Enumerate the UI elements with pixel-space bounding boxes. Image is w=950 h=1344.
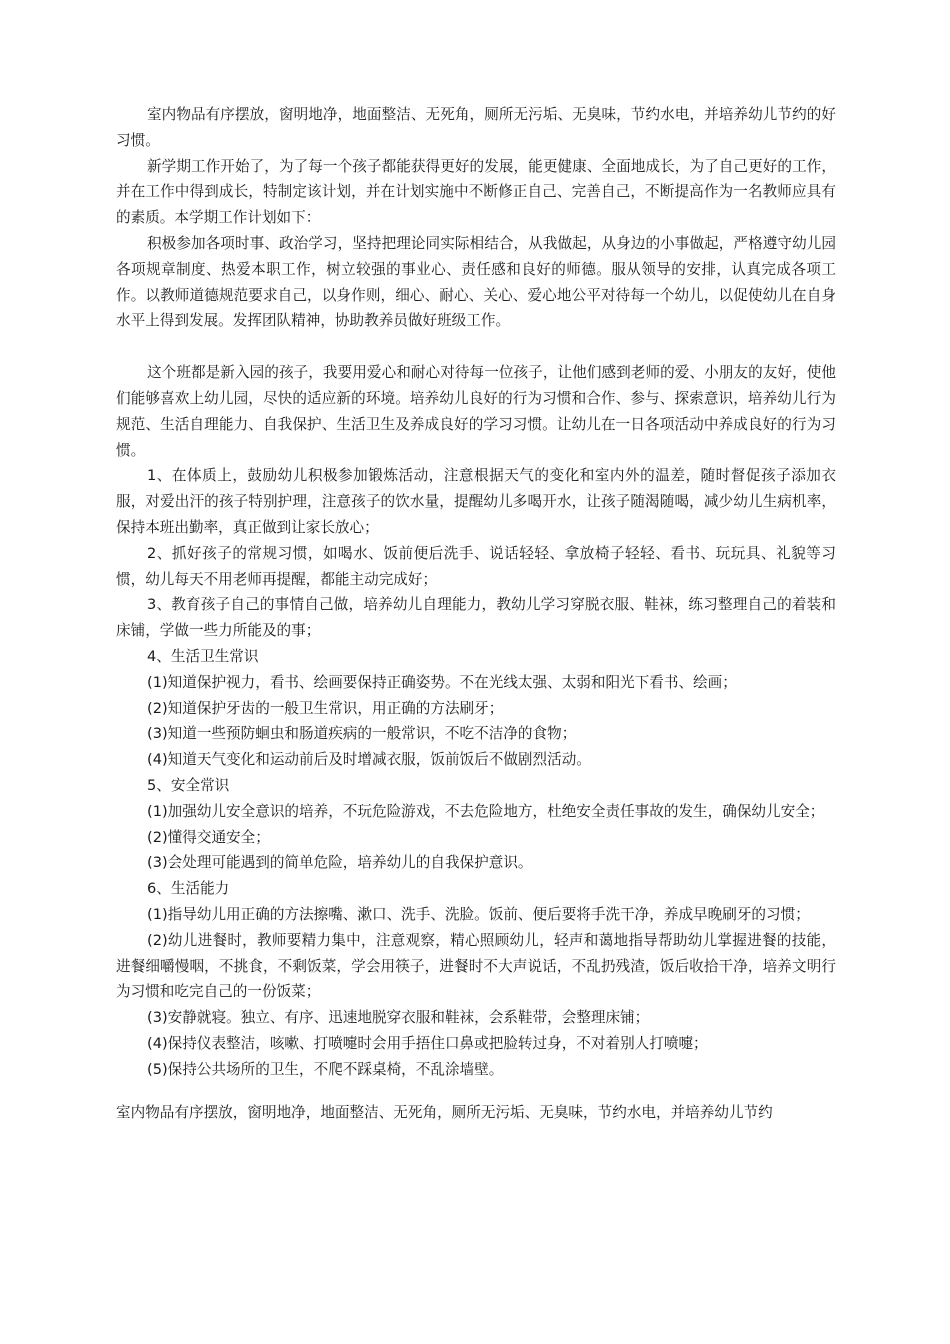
list-item: (5)保持公共场所的卫生，不爬不踩桌椅，不乱涂墙壁。 bbox=[147, 1060, 504, 1078]
document-body bbox=[116, 102, 836, 1126]
list-item: (3)知道一些预防蛔虫和肠道疾病的一般常识，不吃不洁净的食物； bbox=[147, 725, 577, 743]
list-item: (2)懂得交通安全； bbox=[147, 828, 270, 846]
list-item: (1)指导幼儿用正确的方法擦嘴、漱口、洗手、洗脸。饭前、便后要将手洗干净，养成早晚刷牙的习惯； bbox=[147, 905, 810, 923]
list-item: (2)知道保护牙齿的一般卫生常识，用正确的方法刷牙； bbox=[147, 699, 504, 717]
paragraph: 室内物品有序摆放，窗明地净，地面整洁、无死角，厕所无污垢、无臭味，节约水电，并培养幼儿节约的好习惯。 bbox=[116, 106, 836, 149]
blank-line bbox=[116, 1082, 836, 1100]
section-heading: 4、生活卫生常识 bbox=[147, 647, 259, 665]
paragraph: 新学期工作开始了，为了每一个孩子都能获得更好的发展，能更健康、全面地成长，为了自己更好的工作，并在工作中得到成长，特制定该计划，并在计划实施中不断修正自己、完善自己，不断提高作为一名教师应具有的素质。本学期工作计划如下： bbox=[116, 157, 836, 227]
section-heading: 6、生活能力 bbox=[147, 880, 230, 898]
tail-paragraph: 室内物品有序摆放，窗明地净，地面整洁、无死角，厕所无污垢、无臭味，节约水电，并培养幼儿节约 bbox=[116, 1104, 773, 1122]
blank-line bbox=[116, 334, 836, 360]
paragraph: 积极参加各项时事、政治学习，坚持把理论同实际相结合，从我做起，从身边的小事做起，严格遵守幼儿园各项规章制度、热爱本职工作，树立较强的事业心、责任感和良好的师德。服从领导的安排，认真完成各项工作。以教师道德规范要求自己，以身作则，细心、耐心、关心、爱心地公平对待每一个幼儿，以促使幼儿在自身水平上得到发展。发挥团队精神，协助教养员做好班级工作。 bbox=[116, 234, 836, 330]
list-item: (3)会处理可能遇到的简单危险，培养幼儿的自我保护意识。 bbox=[147, 854, 533, 872]
paragraph: 这个班都是新入园的孩子，我要用爱心和耐心对待每一位孩子，让他们感到老师的爱、小朋友的友好，使他们能够喜欢上幼儿园，尽快的适应新的环境。培养幼儿良好的行为习惯和合作、参与、探索意识，培养幼儿行为规范、生活自理能力、自我保护、生活卫生及养成良好的学习习惯。让幼儿在一日各项活动中养成良好的行为习惯。 bbox=[116, 364, 836, 459]
paragraph: 3、教育孩子自己的事情自己做，培养幼儿自理能力，教幼儿学习穿脱衣服、鞋袜，练习整理自己的着装和床铺，学做一些力所能及的事； bbox=[116, 596, 836, 640]
section-heading: 5、安全常识 bbox=[147, 776, 230, 794]
list-item: (3)安静就寝。独立、有序、迅速地脱穿衣服和鞋袜，会系鞋带，会整理床铺； bbox=[147, 1009, 650, 1027]
list-item: (2)幼儿进餐时，教师要精力集中，注意观察，精心照顾幼儿，轻声和蔼地指导帮助幼儿掌握进餐的技能，进餐细嚼慢咽，不挑食，不剩饭菜，学会用筷子，进餐时不大声说话，不乱扔残渣，饭后收拾干净，培养文明行为习惯和吃完自己的一份饭菜； bbox=[116, 931, 836, 1001]
paragraph: 1、在体质上，鼓励幼儿积极参加锻炼活动，注意根据天气的变化和室内外的温差，随时督促孩子添加衣服，对爱出汗的孩子特别护理，注意孩子的饮水量，提醒幼儿多喝开水，让孩子随渴随喝，减少幼儿生病机率，保持本班出勤率，真正做到让家长放心； bbox=[116, 467, 836, 536]
list-item: (4)保持仪表整洁，咳嗽、打喷嚏时会用手捂住口鼻或把脸转过身，不对着别人打喷嚏； bbox=[147, 1034, 708, 1052]
list-item: (1)加强幼儿安全意识的培养，不玩危险游戏，不去危险地方，杜绝安全责任事故的发生，确保幼儿安全； bbox=[147, 802, 825, 820]
list-item: (4)知道天气变化和运动前后及时增减衣服，饭前饭后不做剧烈活动。 bbox=[147, 751, 591, 769]
paragraph: 2、抓好孩子的常规习惯，如喝水、饭前便后洗手、说话轻轻、拿放椅子轻轻、看书、玩玩具、礼貌等习惯，幼儿每天不用老师再提醒，都能主动完成好； bbox=[116, 544, 836, 588]
list-item: (1)知道保护视力，看书、绘画要保持正确姿势。不在光线太强、太弱和阳光下看书、绘画； bbox=[147, 673, 737, 691]
